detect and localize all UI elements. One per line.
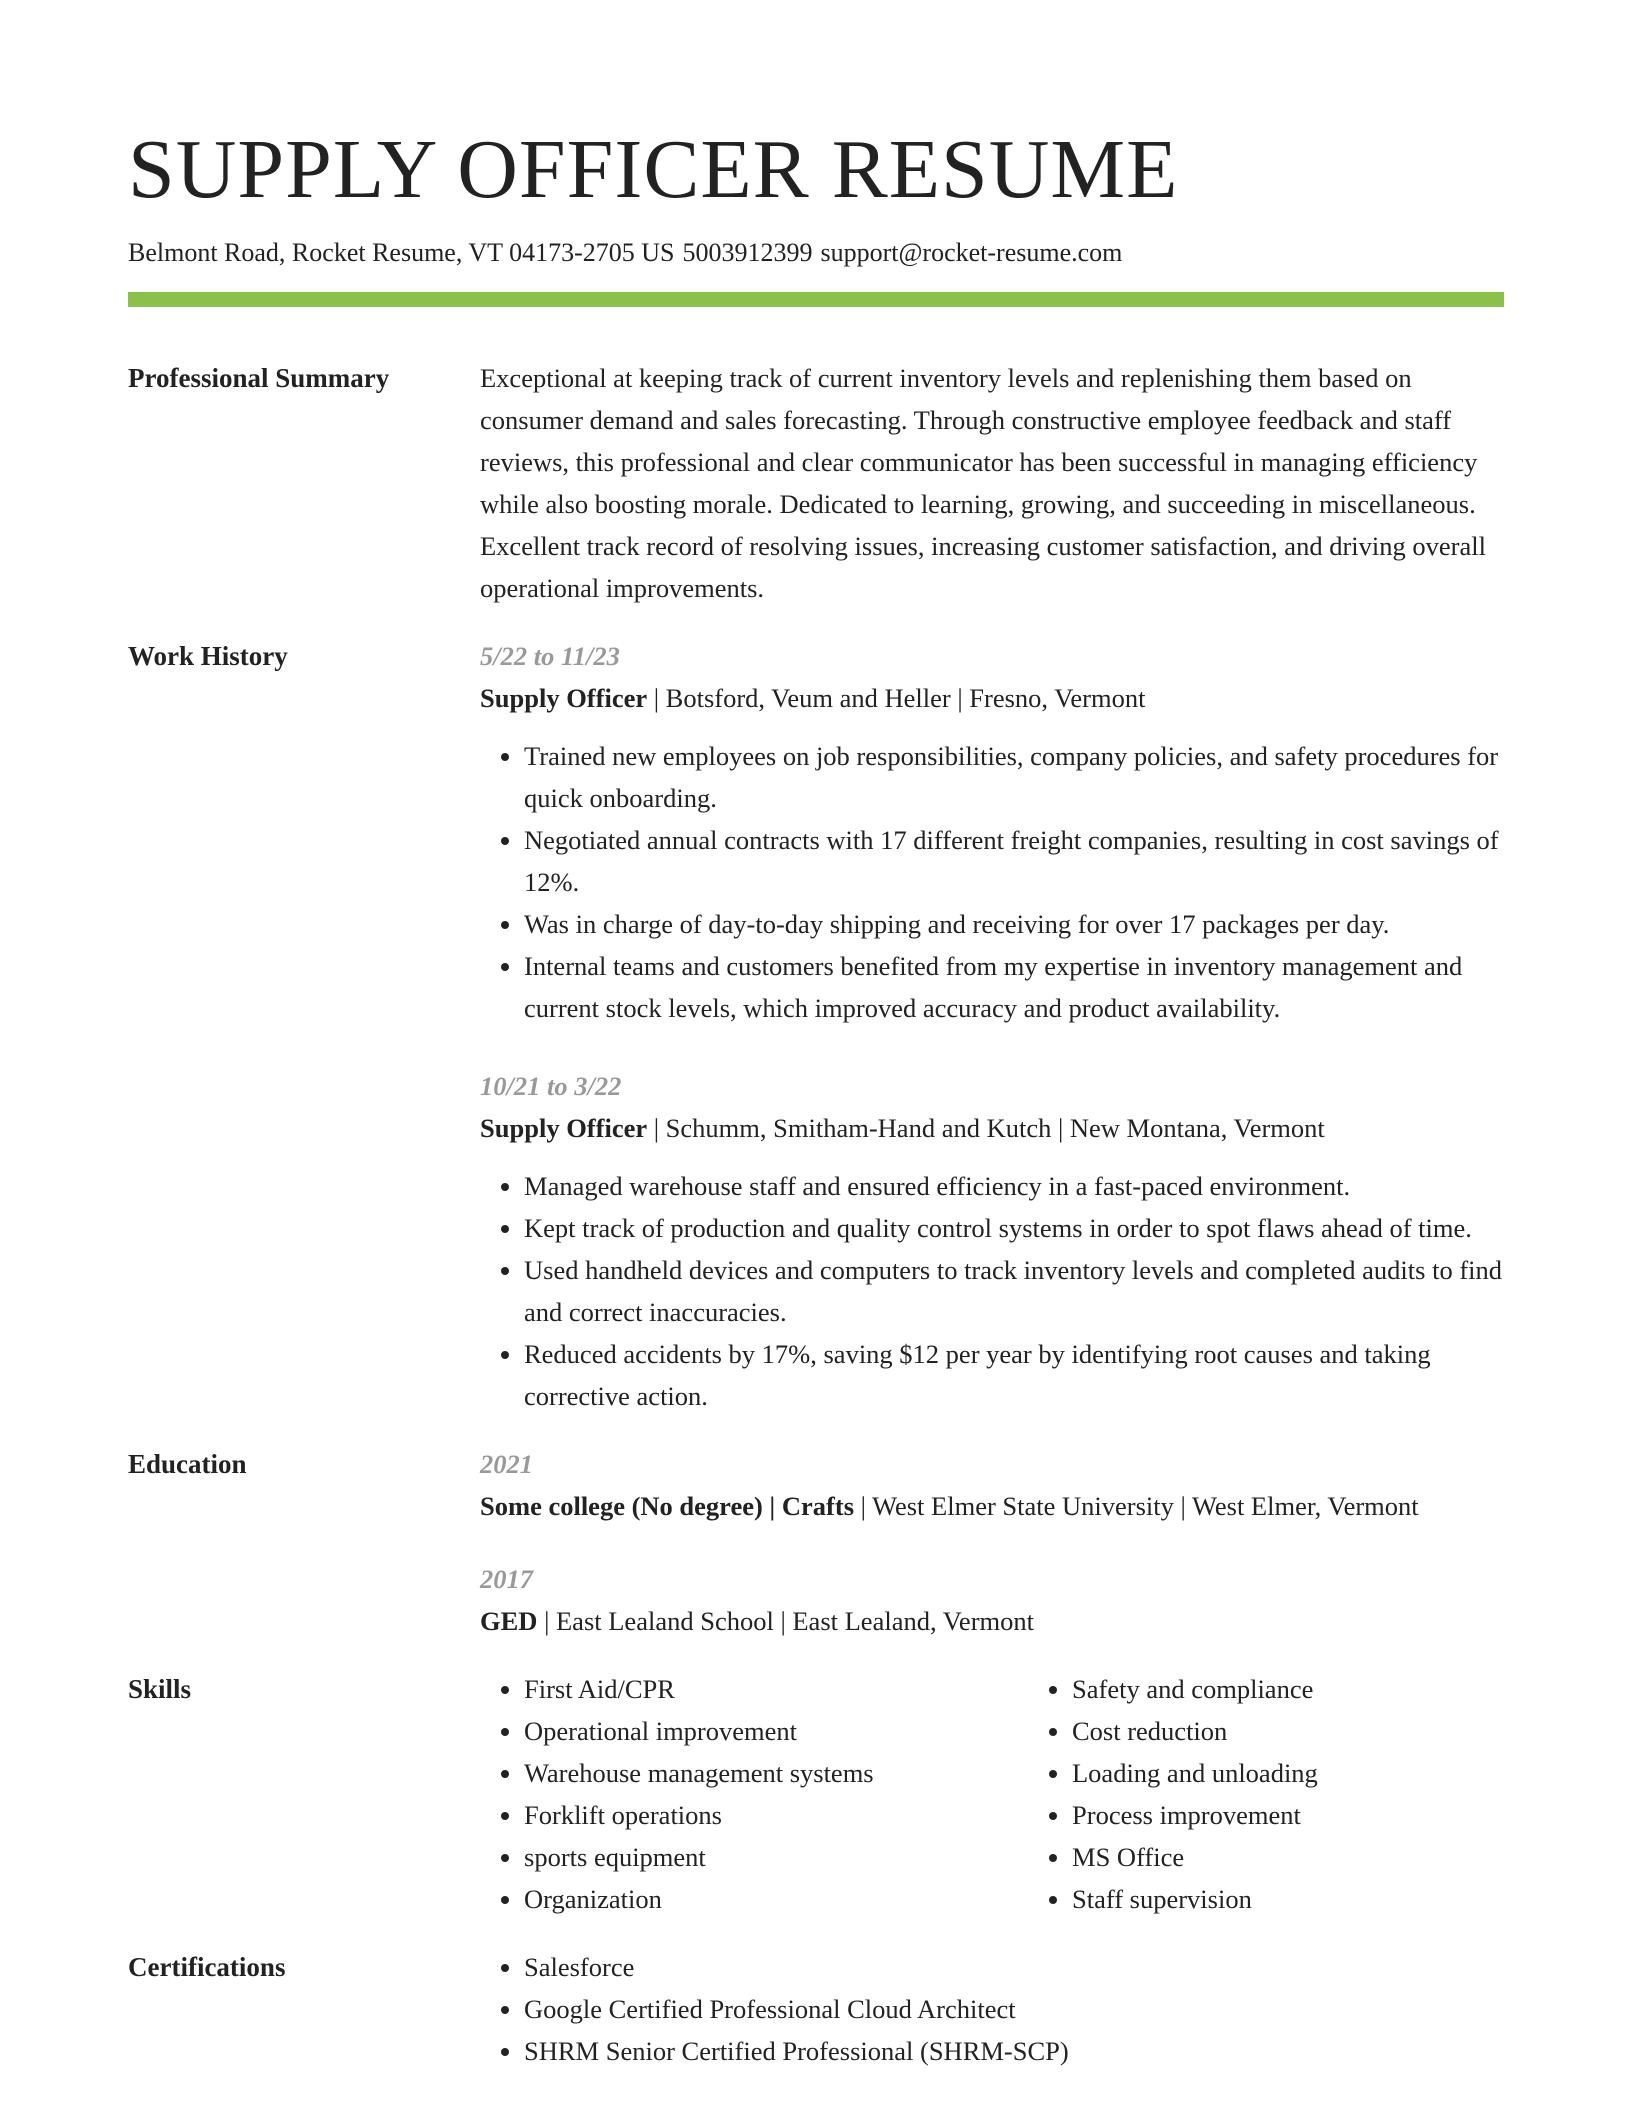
job-bullets xyxy=(480,1165,1504,1417)
resume-page xyxy=(128,0,1504,2072)
skill-item: • sports equipment xyxy=(524,1836,1028,1878)
education-section xyxy=(128,1443,1504,1642)
skill-item: • Safety and compliance xyxy=(1072,1668,1576,1710)
summary-section xyxy=(128,357,1504,609)
job-bullet: • Kept track of production and quality control systems in order to spot flaws ahead of time. xyxy=(524,1207,1504,1249)
education-line xyxy=(480,1600,1504,1642)
education-line xyxy=(480,1485,1504,1527)
job-entry xyxy=(480,635,1504,1029)
certification-item: • Salesforce xyxy=(524,1946,1504,1988)
job-title: Supply Officer xyxy=(480,1113,648,1143)
job-bullet: • Negotiated annual contracts with 17 different freight companies, resulting in cost savings of 12%. xyxy=(524,819,1504,903)
job-bullet: • Used handheld devices and computers to track inventory levels and completed audits to find and correct inaccuracies. xyxy=(524,1249,1504,1333)
job-dates: 10/21 to 3/22 xyxy=(480,1071,622,1101)
skill-item: • Organization xyxy=(524,1878,1028,1920)
job-bullet: • Trained new employees on job responsibilities, company policies, and safety procedures for quick onboarding. xyxy=(524,735,1504,819)
job-title: Supply Officer xyxy=(480,683,648,713)
skills-section xyxy=(128,1668,1504,1920)
job-heading xyxy=(480,677,1504,719)
education-details: | East Lealand School | East Lealand, Vermont xyxy=(537,1606,1034,1636)
contact-email: support@rocket-resume.com xyxy=(820,238,1123,267)
skill-item: • Staff supervision xyxy=(1072,1878,1576,1920)
skills-list-left xyxy=(480,1668,1028,1920)
certification-item: • SHRM Senior Certified Professional (SHRM-SCP) xyxy=(524,2030,1504,2072)
skills-columns xyxy=(480,1668,1576,1920)
work-history-heading: Work History xyxy=(128,641,288,671)
job-bullets xyxy=(480,735,1504,1029)
education-degree: GED xyxy=(480,1606,538,1636)
work-history-section xyxy=(128,635,1504,1417)
job-bullet: • Internal teams and customers benefited from my expertise in inventory management and current stock levels, which improved accuracy and product availability. xyxy=(524,945,1504,1029)
skill-item: • Process improvement xyxy=(1072,1794,1576,1836)
job-bullet: • Was in charge of day-to-day shipping and receiving for over 17 packages per day. xyxy=(524,903,1504,945)
skill-item: • Warehouse management systems xyxy=(524,1752,1028,1794)
job-details: | Botsford, Veum and Heller | Fresno, Vermont xyxy=(647,683,1146,713)
skill-item: • MS Office xyxy=(1072,1836,1576,1878)
skill-item: • First Aid/CPR xyxy=(524,1668,1028,1710)
summary-heading: Professional Summary xyxy=(128,363,390,393)
summary-text: Exceptional at keeping track of current inventory levels and replenishing them based on consumer demand and sales forecasting. Through constructive employee feedback and staff reviews, this professional and clear communicator has been successful in managing efficiency while also boosting morale. Dedicated to learning, growing, and succeeding in miscellaneous. Excellent track record of resolving issues, increasing customer satisfaction, and driving overall operational improvements. xyxy=(480,363,1486,603)
skills-list-right xyxy=(1028,1668,1576,1920)
skill-item: • Loading and unloading xyxy=(1072,1752,1576,1794)
education-year: 2021 xyxy=(480,1449,533,1479)
certifications-list xyxy=(480,1946,1504,2072)
job-bullet: • Reduced accidents by 17%, saving $12 per year by identifying root causes and taking corrective action. xyxy=(524,1333,1504,1417)
job-details: | Schumm, Smitham-Hand and Kutch | New Montana, Vermont xyxy=(647,1113,1325,1143)
job-entry xyxy=(480,1065,1504,1417)
contact-line xyxy=(128,236,1504,270)
header-divider xyxy=(128,292,1504,307)
education-degree: Some college (No degree) | Crafts xyxy=(480,1491,855,1521)
education-details: | West Elmer State University | West Elmer, Vermont xyxy=(854,1491,1419,1521)
education-entry xyxy=(480,1443,1504,1527)
skill-item: • Operational improvement xyxy=(524,1710,1028,1752)
certification-item: • Google Certified Professional Cloud Architect xyxy=(524,1988,1504,2030)
skill-item: • Forklift operations xyxy=(524,1794,1028,1836)
education-entry xyxy=(480,1558,1504,1642)
job-dates: 5/22 to 11/23 xyxy=(480,641,620,671)
skills-heading: Skills xyxy=(128,1674,192,1704)
resume-title: SUPPLY OFFICER RESUME xyxy=(128,123,1179,216)
certifications-heading: Certifications xyxy=(128,1952,286,1982)
contact-phone: 5003912399 xyxy=(682,238,813,267)
job-bullet: • Managed warehouse staff and ensured efficiency in a fast-paced environment. xyxy=(524,1165,1504,1207)
contact-address: Belmont Road, Rocket Resume, VT 04173-2705 US xyxy=(128,238,675,267)
education-year: 2017 xyxy=(480,1564,533,1594)
job-heading xyxy=(480,1107,1504,1149)
skill-item: • Cost reduction xyxy=(1072,1710,1576,1752)
certifications-section xyxy=(128,1946,1504,2072)
education-heading: Education xyxy=(128,1449,247,1479)
